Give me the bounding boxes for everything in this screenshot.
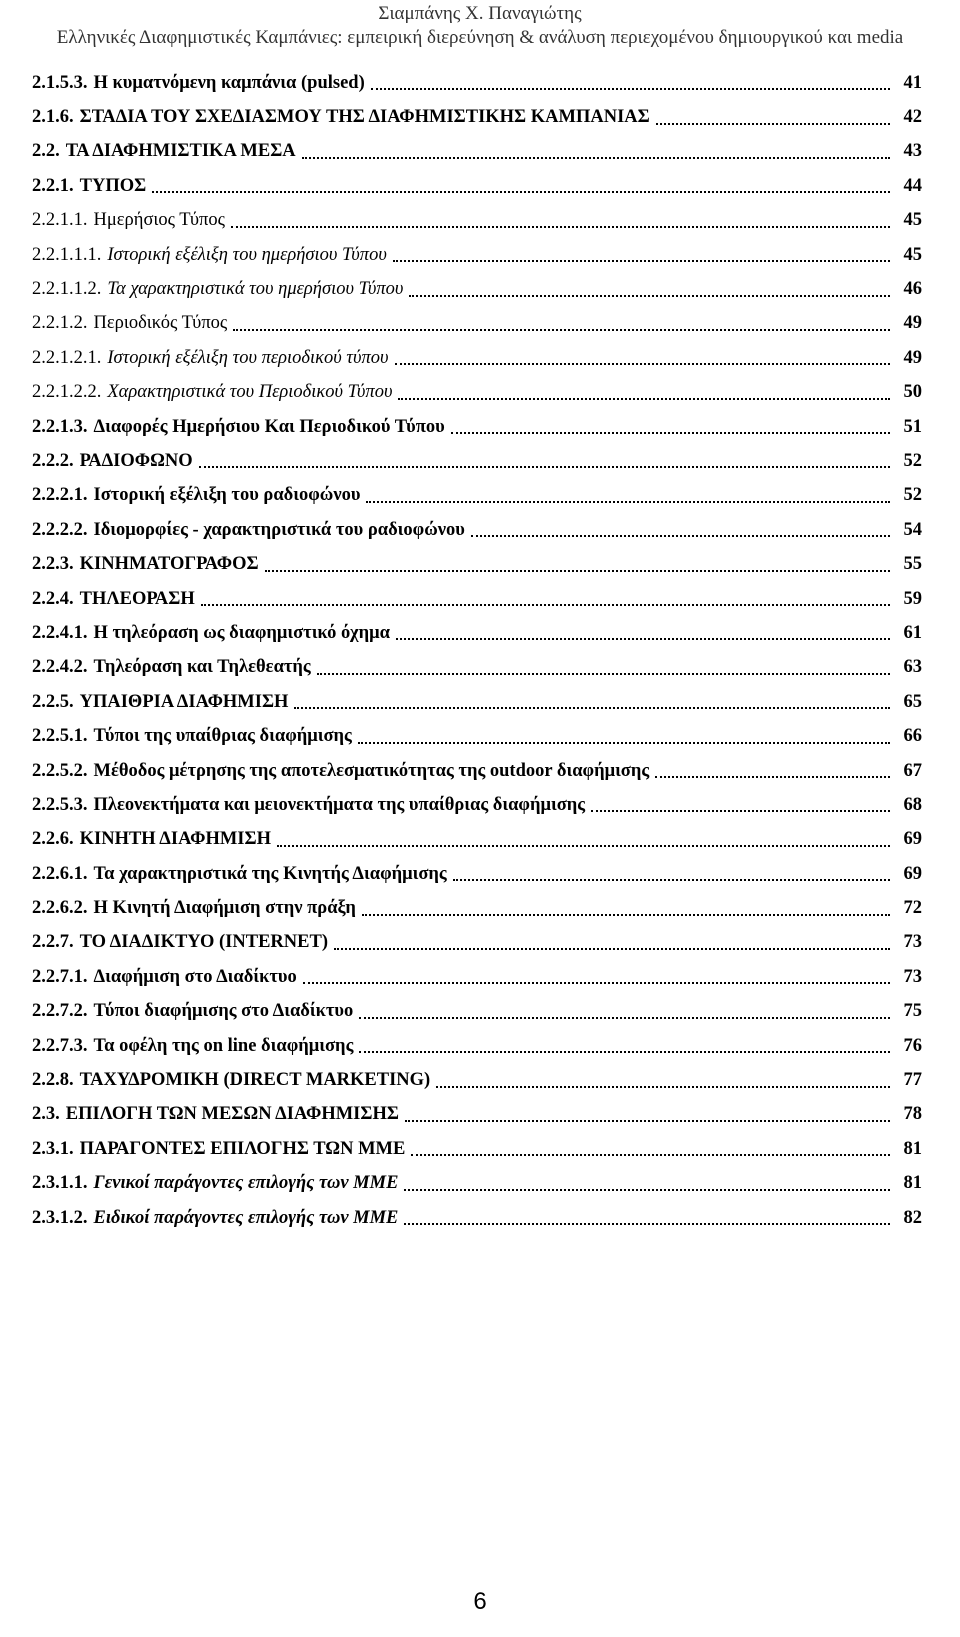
toc-dot-leader [436,1086,890,1088]
toc-entry-title: Τα χαρακτηριστικά της Κινητής Διαφήμισης [93,863,447,884]
toc-dot-leader [233,329,890,331]
toc-entry-page: 68 [903,794,922,815]
toc-dot-leader [655,776,890,778]
toc-entry[interactable] [32,547,922,581]
toc-dot-leader [362,914,890,916]
toc-entry[interactable] [32,444,922,478]
toc-entry-number: 2.2.2.1. [32,485,88,506]
toc-entry-page: 52 [903,450,922,471]
toc-entry-number: 2.2.2. [32,450,74,471]
toc-entry-number: 2.2.1.2.2. [32,382,102,403]
toc-entry[interactable] [32,204,922,238]
toc-dot-leader [303,982,890,984]
toc-entry[interactable] [32,1063,922,1097]
toc-dot-leader [396,638,890,640]
toc-entry-page: 73 [903,966,922,987]
page-number: 6 [473,1588,487,1615]
toc-entry-number: 2.2.4.1. [32,622,88,643]
toc-dot-leader [358,742,890,744]
toc-entry-page: 52 [903,485,922,506]
toc-entry-title: ΤΗΛΕΟΡΑΣΗ [79,588,195,609]
toc-dot-leader [366,501,890,503]
toc-entry-title: Γενικοί παράγοντες επιλογής των ΜΜΕ [93,1173,399,1194]
toc-dot-leader [395,363,890,365]
toc-entry-page: 77 [903,1070,922,1091]
toc-entry[interactable] [32,788,922,822]
toc-entry-number: 2.2.1.1.2. [32,279,102,300]
toc-entry-page: 55 [903,554,922,575]
toc-entry[interactable] [32,238,922,272]
toc-entry[interactable] [32,410,922,444]
toc-entry[interactable] [32,135,922,169]
toc-entry-number: 2.2.1.2.1. [32,347,102,368]
toc-dot-leader [451,432,890,434]
toc-entry-number: 2.2.7.1. [32,966,88,987]
toc-entry[interactable] [32,1132,922,1166]
toc-entry-number: 2.3.1. [32,1138,74,1159]
toc-entry-number: 2.2.1.3. [32,416,88,437]
toc-entry-page: 59 [903,588,922,609]
toc-entry[interactable] [32,960,922,994]
toc-entry-number: 2.3. [32,1104,60,1125]
toc-dot-leader [393,260,890,262]
toc-dot-leader [371,88,890,90]
toc-entry-page: 63 [903,657,922,678]
toc-entry-number: 2.3.1.2. [32,1207,88,1228]
toc-dot-leader [201,604,890,606]
toc-entry-title: ΕΠΙΛΟΓΗ ΤΩΝ ΜΕΣΩΝ ΔΙΑΦΗΜΙΣΗΣ [65,1104,399,1125]
toc-entry[interactable] [32,1029,922,1063]
toc-dot-leader [471,535,890,537]
toc-entry-number: 2.2.7.2. [32,1001,88,1022]
toc-entry[interactable] [32,754,922,788]
toc-entry-page: 81 [903,1173,922,1194]
toc-entry[interactable] [32,995,922,1029]
toc-entry-title: ΥΠΑΙΘΡΙΑ ΔΙΑΦΗΜΙΣΗ [79,691,289,712]
toc-entry[interactable] [32,513,922,547]
toc-dot-leader [302,157,890,159]
toc-dot-leader [404,1223,890,1225]
toc-entry-page: 73 [903,932,922,953]
toc-entry-title: Η τηλεόραση ως διαφημιστικό όχημα [93,622,390,643]
toc-dot-leader [405,1120,890,1122]
toc-entry[interactable] [32,926,922,960]
toc-entry-page: 49 [903,313,922,334]
toc-entry-page: 72 [903,898,922,919]
toc-dot-leader [199,466,890,468]
toc-entry-number: 2.2.5. [32,691,74,712]
toc-entry[interactable] [32,479,922,513]
toc-entry-number: 2.2.5.2. [32,760,88,781]
toc-entry-number: 2.2.1.1. [32,210,88,231]
toc-entry-page: 61 [903,622,922,643]
toc-entry-number: 2.2.2.2. [32,519,88,540]
toc-entry-title: Τύποι της υπαίθριας διαφήμισης [93,726,352,747]
toc-entry-page: 66 [903,726,922,747]
toc-dot-leader [152,191,890,193]
toc-entry-title: ΤΟ ΔΙΑΔΙΚΤΥΟ (INTERNET) [79,932,328,953]
toc-entry[interactable] [32,307,922,341]
toc-entry[interactable] [32,1167,922,1201]
toc-entry-number: 2.2.5.1. [32,726,88,747]
toc-dot-leader [359,1051,890,1053]
toc-entry-title: ΤΥΠΟΣ [79,175,147,196]
toc-entry-page: 78 [903,1104,922,1125]
toc-entry-number: 2.2.1.2. [32,313,88,334]
toc-entry-page: 82 [903,1207,922,1228]
toc-entry[interactable] [32,376,922,410]
toc-entry-number: 2.2. [32,141,60,162]
toc-entry-title: ΚΙΝΗΤΗ ΔΙΑΦΗΜΙΣΗ [79,829,271,850]
toc-entry-page: 51 [903,416,922,437]
toc-entry-page: 81 [903,1138,922,1159]
toc-entry-number: 2.2.7. [32,932,74,953]
toc-entry-title: Ημερήσιος Τύπος [93,210,225,231]
toc-entry-page: 45 [903,244,922,265]
toc-entry[interactable] [32,169,922,203]
toc-entry-number: 2.2.6.1. [32,863,88,884]
toc-dot-leader [231,226,890,228]
toc-entry[interactable] [32,1201,922,1235]
toc-dot-leader [294,707,890,709]
toc-entry-page: 50 [903,382,922,403]
toc-entry-title: Ιστορική εξέλιξη του ραδιοφώνου [93,485,361,506]
toc-entry-page: 41 [903,72,922,93]
toc-entry-number: 2.2.3. [32,554,74,575]
toc-entry-page: 42 [903,107,922,128]
toc-entry-page: 76 [903,1035,922,1056]
toc-dot-leader [404,1189,890,1191]
toc-entry-title: Διαφήμιση στο Διαδίκτυο [93,966,297,987]
toc-entry[interactable] [32,616,922,650]
toc-entry-number: 2.2.4. [32,588,74,609]
toc-entry-title: ΤΑΧΥΔΡΟΜΙΚΗ (DIRECT MARKETING) [79,1070,431,1091]
toc-entry-number: 2.2.4.2. [32,657,88,678]
toc-dot-leader [411,1154,890,1156]
toc-entry-title: Η κυματνόμενη καμπάνια (pulsed) [93,72,365,93]
toc-entry-number: 2.2.1.1.1. [32,244,102,265]
toc-entry-title: Τύποι διαφήμισης στο Διαδίκτυο [93,1001,354,1022]
toc-entry-title: Ιστορική εξέλιξη του περιοδικού τύπου [107,347,389,368]
toc-entry[interactable] [32,66,922,100]
toc-entry[interactable] [32,891,922,925]
toc-entry-page: 49 [903,347,922,368]
toc-entry-title: Πλεονεκτήματα και μειονεκτήματα της υπαίθριας διαφήμισης [93,794,586,815]
toc-dot-leader [398,398,890,400]
toc-entry-number: 2.2.7.3. [32,1035,88,1056]
toc-dot-leader [334,948,890,950]
toc-entry-title: ΤΑ ΔΙΑΦΗΜΙΣΤΙΚΑ ΜΕΣΑ [65,141,296,162]
toc-entry-title: Τα οφέλη της on line διαφήμισης [93,1035,354,1056]
toc-entry-page: 43 [903,141,922,162]
toc-entry[interactable] [32,272,922,306]
toc-entry-number: 2.2.5.3. [32,794,88,815]
toc-entry-page: 44 [903,175,922,196]
toc-entry-title: Η Κινητή Διαφήμιση στην πράξη [93,898,356,919]
toc-dot-leader [277,845,890,847]
toc-entry[interactable] [32,100,922,134]
toc-entry-title: Τηλεόραση και Τηλεθεατής [93,657,311,678]
toc-entry-page: 54 [903,519,922,540]
toc-entry[interactable] [32,719,922,753]
toc-entry[interactable] [32,1098,922,1132]
toc-entry-page: 65 [903,691,922,712]
toc-entry-number: 2.1.5.3. [32,72,88,93]
toc-entry-title: Περιοδικός Τύπος [93,313,228,334]
toc-entry-title: Ειδικοί παράγοντες επιλογής των ΜΜΕ [93,1207,399,1228]
toc-dot-leader [656,123,890,125]
toc-entry-title: Τα χαρακτηριστικά του ημερήσιου Τύπου [107,279,404,300]
toc-entry-title: Μέθοδος μέτρησης της αποτελεσματικότητας της outdoor διαφήμισης [93,760,650,781]
toc-entry-title: ΡΑΔΙΟΦΩΝΟ [79,450,193,471]
toc-entry[interactable] [32,582,922,616]
toc-entry-title: Διαφορές Ημερήσιου Και Περιοδικού Τύπου [93,416,445,437]
toc-entry-title: ΣΤΑΔΙΑ ΤΟΥ ΣΧΕΔΙΑΣΜΟΥ ΤΗΣ ΔΙΑΦΗΜΙΣΤΙΚΗΣ ΚΑΜΠΑΝΙΑΣ [79,107,650,128]
page-header [0,2,960,50]
table-of-contents [32,66,922,1235]
toc-entry-page: 75 [903,1001,922,1022]
toc-entry-page: 69 [903,863,922,884]
toc-entry-title: ΚΙΝΗΜΑΤΟΓΡΑΦΟΣ [79,554,259,575]
toc-dot-leader [317,673,890,675]
header-thesis-title: Ελληνικές Διαφημιστικές Καμπάνιες: εμπειρική διερεύνηση & ανάλυση περιεχομένου δημιουργικού και media [56,27,904,48]
toc-entry-number: 2.2.6.2. [32,898,88,919]
toc-entry[interactable] [32,823,922,857]
toc-dot-leader [265,570,890,572]
header-author: Σιαμπάνης Χ. Παναγιώτης [378,3,582,24]
toc-entry-title: Ιστορική εξέλιξη του ημερήσιου Τύπου [107,244,387,265]
toc-entry-title: Ιδιομορφίες - χαρακτηριστικά του ραδιοφώνου [93,519,465,540]
toc-entry-number: 2.3.1.1. [32,1173,88,1194]
toc-entry[interactable] [32,651,922,685]
toc-dot-leader [453,879,890,881]
toc-entry-page: 45 [903,210,922,231]
toc-entry-page: 67 [903,760,922,781]
toc-entry[interactable] [32,341,922,375]
toc-entry-number: 2.2.1. [32,175,74,196]
toc-entry[interactable] [32,685,922,719]
toc-dot-leader [409,295,890,297]
toc-entry-page: 46 [903,279,922,300]
toc-dot-leader [359,1017,890,1019]
toc-entry-number: 2.2.8. [32,1070,74,1091]
toc-entry-title: Χαρακτηριστικά του Περιοδικού Τύπου [107,382,393,403]
toc-entry[interactable] [32,857,922,891]
toc-entry-number: 2.2.6. [32,829,74,850]
toc-entry-page: 69 [903,829,922,850]
toc-dot-leader [591,810,890,812]
toc-entry-title: ΠΑΡΑΓΟΝΤΕΣ ΕΠΙΛΟΓΗΣ ΤΩΝ ΜΜΕ [79,1138,406,1159]
toc-entry-number: 2.1.6. [32,107,74,128]
